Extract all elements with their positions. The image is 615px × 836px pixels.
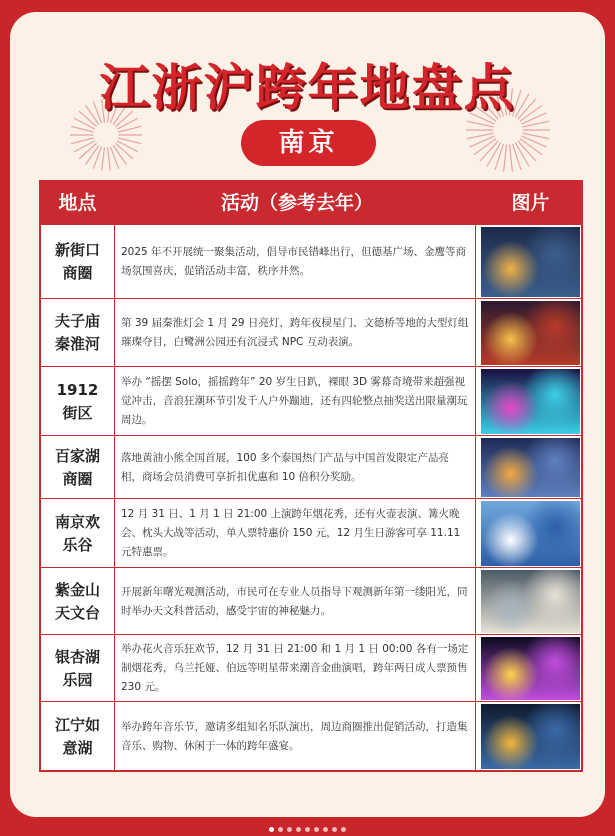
activity-cell: 开展新年曙光观测活动，市民可在专业人员指导下观测新年第一缕阳光，同时举办天文科普活动，感受宇宙的神秘魅力。 [115, 568, 476, 635]
city-badge: 南京 [241, 120, 376, 166]
table-row [41, 498, 581, 568]
activity-cell: 举办花火音乐狂欢节，12 月 31 日 21:00 和 1 月 1 日 00:00 各有一场定制烟花秀，乌兰托娅、伯远等明星带来潮音金曲演唱，跨年两日成人票预售 230 元。 [115, 635, 476, 702]
activity-cell: 落地黄油小熊全国首展，100 多个泰国热门产品与中国首发限定产品亮相，商场会员消费可享折扣优惠和 10 倍积分奖励。 [115, 436, 476, 499]
activity-table [39, 180, 583, 772]
pagination-dots[interactable] [0, 817, 615, 836]
pagination-dot[interactable] [314, 827, 319, 832]
pagination-dot[interactable] [332, 827, 337, 832]
mall-photo [481, 438, 580, 497]
header-activity: 活动（参考去年） [220, 192, 373, 214]
pagination-dot[interactable] [278, 827, 283, 832]
fireworks-photo [481, 637, 580, 700]
location-cell: 南京欢 乐谷 [41, 499, 115, 568]
pagination-dot[interactable] [287, 827, 292, 832]
location-cell: 银杏湖 乐园 [41, 635, 115, 702]
neon-photo [481, 369, 580, 434]
location-cell: 紫金山 天文台 [41, 568, 115, 635]
lantern-photo [481, 301, 580, 365]
table-row [41, 567, 581, 635]
table-row [41, 366, 581, 436]
pagination-dot[interactable] [341, 827, 346, 832]
activity-cell: 举办跨年音乐节，邀请多组知名乐队演出，周边商圈推出促销活动，打造集音乐、购物、休闲于一体的跨年盛宴。 [115, 702, 476, 771]
table-row [41, 435, 581, 499]
activity-cell: 举办 “摇摆 Solo，摇摇跨年” 20 岁生日趴，裸眼 3D 雾幕奇境带来超强视觉冲击，音浪狂潮环节引发千人户外蹦迪，还有四轮整点抽奖送出限量潮玩周边。 [115, 367, 476, 436]
pagination-dot[interactable] [323, 827, 328, 832]
header-image: 图片 [511, 192, 550, 214]
page-title: 江浙沪跨年地盘点 [99, 59, 516, 117]
table-row [41, 298, 581, 367]
table-row [41, 701, 581, 771]
table-header [41, 182, 581, 224]
pagination-dot[interactable] [305, 827, 310, 832]
activity-cell: 12 月 31 日、1 月 1 日 21:00 上演跨年烟花秀，还有火壶表演、篝火晚会、枕头大战等活动，单人票特惠价 150 元，12 月生日游客可享 11.11 元特惠票。 [115, 499, 476, 568]
header-location: 地点 [58, 192, 97, 214]
street-photo [481, 227, 580, 297]
location-cell: 百家湖 商圈 [41, 436, 115, 499]
location-cell: 新街口 商圈 [41, 225, 115, 299]
location-cell: 1912 街区 [41, 367, 115, 436]
table-row [41, 634, 581, 702]
location-cell: 夫子庙 秦淮河 [41, 299, 115, 367]
ferris-wheel-photo [481, 501, 580, 566]
activity-cell: 第 39 届秦淮灯会 1 月 29 日亮灯，跨年夜棂星门、文德桥等地的大型灯组璀璨夺目，白鹭洲公园还有沉浸式 NPC 互动表演。 [115, 299, 476, 367]
location-cell: 江宁如 意湖 [41, 702, 115, 771]
pagination-dot[interactable] [296, 827, 301, 832]
observatory-photo [481, 570, 580, 633]
lake-night-photo [481, 704, 580, 769]
pagination-dot[interactable] [269, 827, 274, 832]
activity-cell: 2025 年不开展统一聚集活动，倡导市民错峰出行，但德基广场、金鹰等商场氛围喜庆，促销活动丰富，秩序井然。 [115, 225, 476, 299]
table-row [41, 224, 581, 299]
